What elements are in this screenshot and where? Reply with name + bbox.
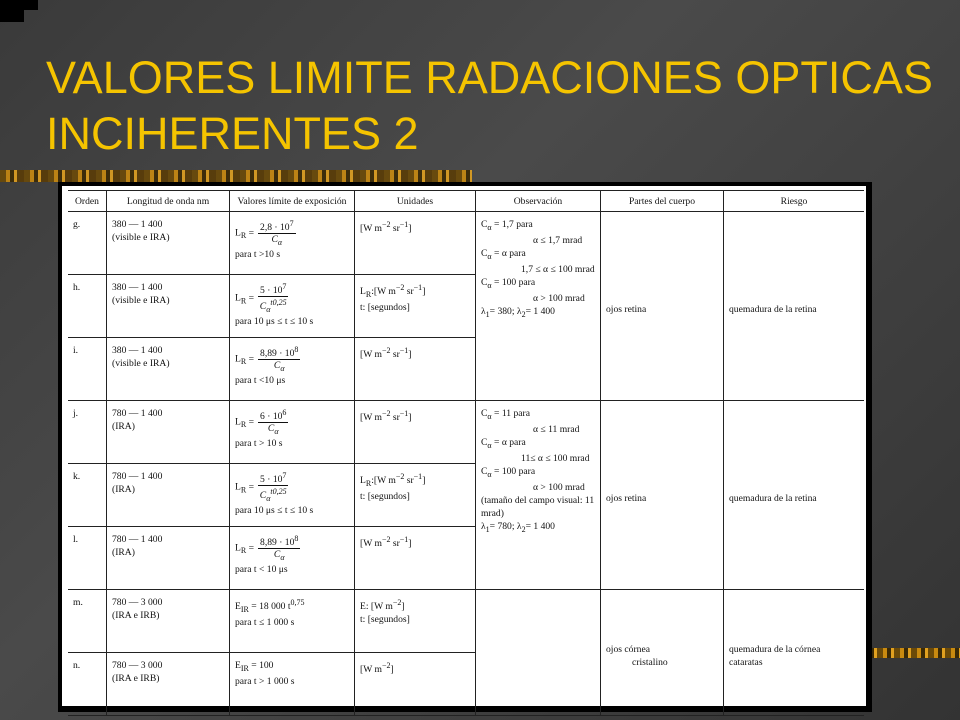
longitud-band: (visible e IRA) <box>112 358 170 369</box>
longitud-cell <box>107 527 230 590</box>
subscript: α <box>266 305 271 315</box>
superscript: −2 <box>395 472 405 481</box>
longitud-range: 380 — 1 400 <box>112 345 163 356</box>
decorative-stripe-right <box>860 648 960 658</box>
obs-line: $C_\alpha = 11$ para <box>481 408 530 421</box>
riesgo-cell: quemadura de la retina <box>724 401 865 590</box>
fraction <box>258 407 288 437</box>
longitud-range: 780 — 1 400 <box>112 534 163 545</box>
subscript: α <box>487 222 492 232</box>
longitud-band: (visible e IRA) <box>112 295 170 306</box>
longitud-range: 380 — 1 400 <box>112 282 163 293</box>
limit-condition: para t > 10 s <box>235 438 283 450</box>
superscript: 6 <box>282 408 287 417</box>
units-line: $L_R:[W$ $m^{-2}$ $sr^{-1}$] <box>360 472 426 489</box>
units-line: [W $m^{-2}$ $sr^{-1}$] <box>360 220 412 235</box>
header-unidades: Unidades <box>355 191 476 212</box>
header-partes: Partes del cuerpo <box>601 191 724 212</box>
header-orden: Orden <box>68 191 107 212</box>
superscript: t0,25 <box>270 487 287 497</box>
fraction <box>258 533 300 563</box>
longitud-cell <box>107 464 230 527</box>
subscript: 2 <box>521 309 526 319</box>
obs-line: $\lambda_1= 380$; $\lambda_2= 1$ 400 <box>481 305 555 319</box>
obs-line: (tamaño del campo visual: 11 mrad) <box>481 494 595 519</box>
units-line: E: [W $m^{-2}$] <box>360 598 405 613</box>
limit-cell <box>230 401 355 464</box>
obs-line: α ≤ 11 mrad <box>533 423 580 435</box>
fraction <box>258 470 288 504</box>
limit-cell <box>230 527 355 590</box>
orden-cell: l. <box>68 527 107 590</box>
superscript: 0,75 <box>290 598 305 607</box>
limit-cell <box>230 212 355 275</box>
longitud-cell <box>107 275 230 338</box>
limit-condition: para t >10 s <box>235 249 281 261</box>
fraction-denominator: $C_\alpha$ <box>271 234 283 248</box>
limit-condition: para t < 10 μs <box>235 564 288 576</box>
limit-formula: $L_R$ = $\frac{2,8 \cdot 10^7}{C_\alpha}$ <box>235 219 294 248</box>
longitud-band: (IRA) <box>112 421 135 432</box>
obs-line: α ≤ 1,7 mrad <box>533 234 583 246</box>
longitud-range: 780 — 3 000 <box>112 597 163 608</box>
table-row <box>68 212 864 275</box>
observacion-cell <box>476 401 601 590</box>
slide-title: VALORES LIMITE RADACIONES OPTICAS INCIHERENTES 2 <box>46 52 933 160</box>
units-line: [W $m^{-2}$ $sr^{-1}$] <box>360 535 412 550</box>
limit-cell <box>230 338 355 401</box>
limit-cell <box>230 653 355 716</box>
partes-cell <box>601 590 724 716</box>
riesgo-cell <box>724 590 865 716</box>
subscript: α <box>280 364 285 374</box>
header-observacion: Observación <box>476 191 601 212</box>
header-longitud: Longitud de onda nm <box>107 191 230 212</box>
limit-condition: para t > 1 000 s <box>235 675 295 687</box>
superscript: 8 <box>294 345 299 354</box>
subscript: R <box>240 485 247 495</box>
longitud-cell <box>107 212 230 275</box>
subscript: R <box>240 296 247 306</box>
fraction-numerator: $8,89 \cdot 10^8$ <box>260 534 299 549</box>
units-line-2: t: [segundos] <box>360 302 410 314</box>
orden-cell: n. <box>68 653 107 716</box>
units-cell <box>355 401 476 464</box>
subscript: IR <box>240 605 249 615</box>
limit-formula: $L_R$ = $\frac{5 \cdot 10^7}{C_\alpha^{t0,25}}$ <box>235 471 287 504</box>
longitud-cell <box>107 590 230 653</box>
longitud-cell <box>107 338 230 401</box>
fraction-numerator: $2,8 \cdot 10^7$ <box>260 219 294 234</box>
units-cell <box>355 653 476 716</box>
obs-line: $C_\alpha = \alpha$ para <box>481 436 526 450</box>
observacion-cell <box>476 212 601 401</box>
limit-formula: $L_R$ = $\frac{8,89 \cdot 10^8}{C_\alpha}$ <box>235 534 299 563</box>
table-header-row <box>68 191 864 212</box>
subscript: α <box>280 553 285 563</box>
superscript: −2 <box>381 220 391 229</box>
superscript: −1 <box>399 535 409 544</box>
superscript: −2 <box>395 283 405 292</box>
fraction-denominator: $C_\alpha$ <box>267 423 279 437</box>
subscript: α <box>487 251 492 261</box>
fraction-denominator: $C_\alpha$ <box>273 549 285 563</box>
subscript: α <box>274 427 279 437</box>
fraction-numerator: $6 \cdot 10^6$ <box>260 408 287 423</box>
subscript: R <box>240 546 247 556</box>
obs-line: $C_\alpha = 100$ para <box>481 465 536 479</box>
obs-line: 11≤ α ≤ 100 mrad <box>521 452 590 464</box>
subscript: α <box>487 440 492 450</box>
table-row <box>68 401 864 464</box>
subscript: R <box>365 290 372 300</box>
units-line: [W $m^{-2}$ $sr^{-1}$] <box>360 409 412 424</box>
fraction-denominator: $C_\alpha^{t0,25}$ <box>259 487 287 504</box>
superscript: −2 <box>381 409 391 418</box>
scanned-document <box>62 186 866 706</box>
riesgo-cell: quemadura de la retina <box>724 212 865 401</box>
limit-condition: para 10 μs ≤ t ≤ 10 s <box>235 505 314 517</box>
obs-line: $\lambda_1= 780$; $\lambda_2= 1$ 400 <box>481 520 555 534</box>
fraction <box>258 218 296 248</box>
superscript: −1 <box>399 409 409 418</box>
partes-line: cristalino <box>632 656 668 668</box>
orden-cell: g. <box>68 212 107 275</box>
limit-condition: para 10 μs ≤ t ≤ 10 s <box>235 316 314 328</box>
limit-condition: para t <10 μs <box>235 375 286 387</box>
limit-cell <box>230 590 355 653</box>
units-cell <box>355 590 476 653</box>
observacion-cell <box>476 590 601 716</box>
subscript: IR <box>240 663 249 673</box>
corner-block-small <box>24 0 38 10</box>
longitud-range: 780 — 1 400 <box>112 471 163 482</box>
subscript: α <box>487 469 492 479</box>
table-frame <box>58 182 872 712</box>
longitud-band: (IRA) <box>112 484 135 495</box>
limit-formula: $L_R$ = $\frac{6 \cdot 10^6}{C_\alpha}$ <box>235 408 287 437</box>
orden-cell: m. <box>68 590 107 653</box>
fraction-numerator: $8,89 \cdot 10^8$ <box>260 345 299 360</box>
limit-cell <box>230 275 355 338</box>
subscript: R <box>365 479 372 489</box>
decorative-stripe <box>0 170 472 182</box>
header-riesgo: Riesgo <box>724 191 865 212</box>
units-line: [W $m^{-2}$] <box>360 661 394 676</box>
subscript: 1 <box>485 309 490 319</box>
superscript: −2 <box>381 661 391 670</box>
subscript: α <box>277 238 283 248</box>
superscript: −1 <box>413 472 423 481</box>
units-line-2: t: [segundos] <box>360 491 410 503</box>
units-cell <box>355 212 476 275</box>
superscript: −1 <box>399 220 409 229</box>
limit-formula: $L_R$ = $\frac{8,89 \cdot 10^8}{C_\alpha}$ <box>235 345 299 374</box>
longitud-band: (visible e IRA) <box>112 232 170 243</box>
units-cell <box>355 527 476 590</box>
corner-block <box>0 0 24 22</box>
subscript: R <box>240 231 247 241</box>
subscript: α <box>487 280 492 290</box>
limit-condition: para t ≤ 1 000 s <box>235 617 295 629</box>
partes-cell: ojos retina <box>601 401 724 590</box>
longitud-cell <box>107 401 230 464</box>
riesgo-line: cataratas <box>729 656 763 668</box>
longitud-range: 780 — 3 000 <box>112 660 163 671</box>
units-line: $L_R:[W$ $m^{-2}$ $sr^{-1}$] <box>360 283 426 300</box>
obs-line: $C_\alpha = 1,7$ para <box>481 219 533 232</box>
orden-cell: j. <box>68 401 107 464</box>
obs-line: $C_\alpha = \alpha$ para <box>481 247 526 261</box>
orden-cell: h. <box>68 275 107 338</box>
subscript: α <box>266 494 271 504</box>
longitud-band: (IRA e IRB) <box>112 610 160 621</box>
subscript: R <box>240 420 247 430</box>
superscript: −2 <box>381 346 391 355</box>
fraction <box>258 281 288 315</box>
longitud-range: 380 — 1 400 <box>112 219 163 230</box>
units-cell <box>355 275 476 338</box>
superscript: 8 <box>294 534 299 543</box>
table-row <box>68 590 864 653</box>
fraction <box>258 344 300 374</box>
partes-line: ojos córnea <box>606 643 650 655</box>
fraction-numerator: $5 \cdot 10^7$ <box>260 471 287 486</box>
limit-formula: $L_R$ = $\frac{5 \cdot 10^7}{C_\alpha^{t0,25}}$ <box>235 282 287 315</box>
orden-cell: i. <box>68 338 107 401</box>
longitud-cell <box>107 653 230 716</box>
longitud-range: 780 — 1 400 <box>112 408 163 419</box>
table-body <box>68 212 864 716</box>
subscript: 1 <box>485 524 490 534</box>
header-valores: Valores límite de exposición <box>230 191 355 212</box>
superscript: −2 <box>381 535 391 544</box>
limit-cell <box>230 464 355 527</box>
fraction-numerator: $5 \cdot 10^7$ <box>260 282 287 297</box>
superscript: −1 <box>413 283 423 292</box>
limit-formula: $E_{IR} = 18$ 000 $t^{0,75}$ <box>235 598 305 615</box>
subscript: α <box>487 411 492 421</box>
riesgo-line: quemadura de la córnea <box>729 643 821 655</box>
subscript: 2 <box>521 524 526 534</box>
orden-cell: k. <box>68 464 107 527</box>
longitud-band: (IRA) <box>112 547 135 558</box>
superscript: −2 <box>392 598 402 607</box>
superscript: t0,25 <box>270 298 287 308</box>
units-cell <box>355 338 476 401</box>
obs-line: α > 100 mrad <box>533 481 585 493</box>
obs-line: $C_\alpha = 100$ para <box>481 276 536 290</box>
units-cell <box>355 464 476 527</box>
longitud-band: (IRA e IRB) <box>112 673 160 684</box>
superscript: 7 <box>289 219 294 228</box>
partes-cell: ojos retina <box>601 212 724 401</box>
units-line: [W $m^{-2}$ $sr^{-1}$] <box>360 346 412 361</box>
obs-line: α > 100 mrad <box>533 292 585 304</box>
limit-formula: $E_{IR} = 100$ <box>235 660 274 673</box>
superscript: −1 <box>399 346 409 355</box>
obs-line: 1,7 ≤ α ≤ 100 mrad <box>521 263 595 275</box>
subscript: R <box>240 357 247 367</box>
superscript: 7 <box>282 471 287 480</box>
units-line-2: t: [segundos] <box>360 614 410 626</box>
fraction-denominator: $C_\alpha$ <box>273 360 285 374</box>
fraction-denominator: $C_\alpha^{t0,25}$ <box>259 298 287 315</box>
superscript: 7 <box>282 282 287 291</box>
limits-table <box>68 190 864 716</box>
